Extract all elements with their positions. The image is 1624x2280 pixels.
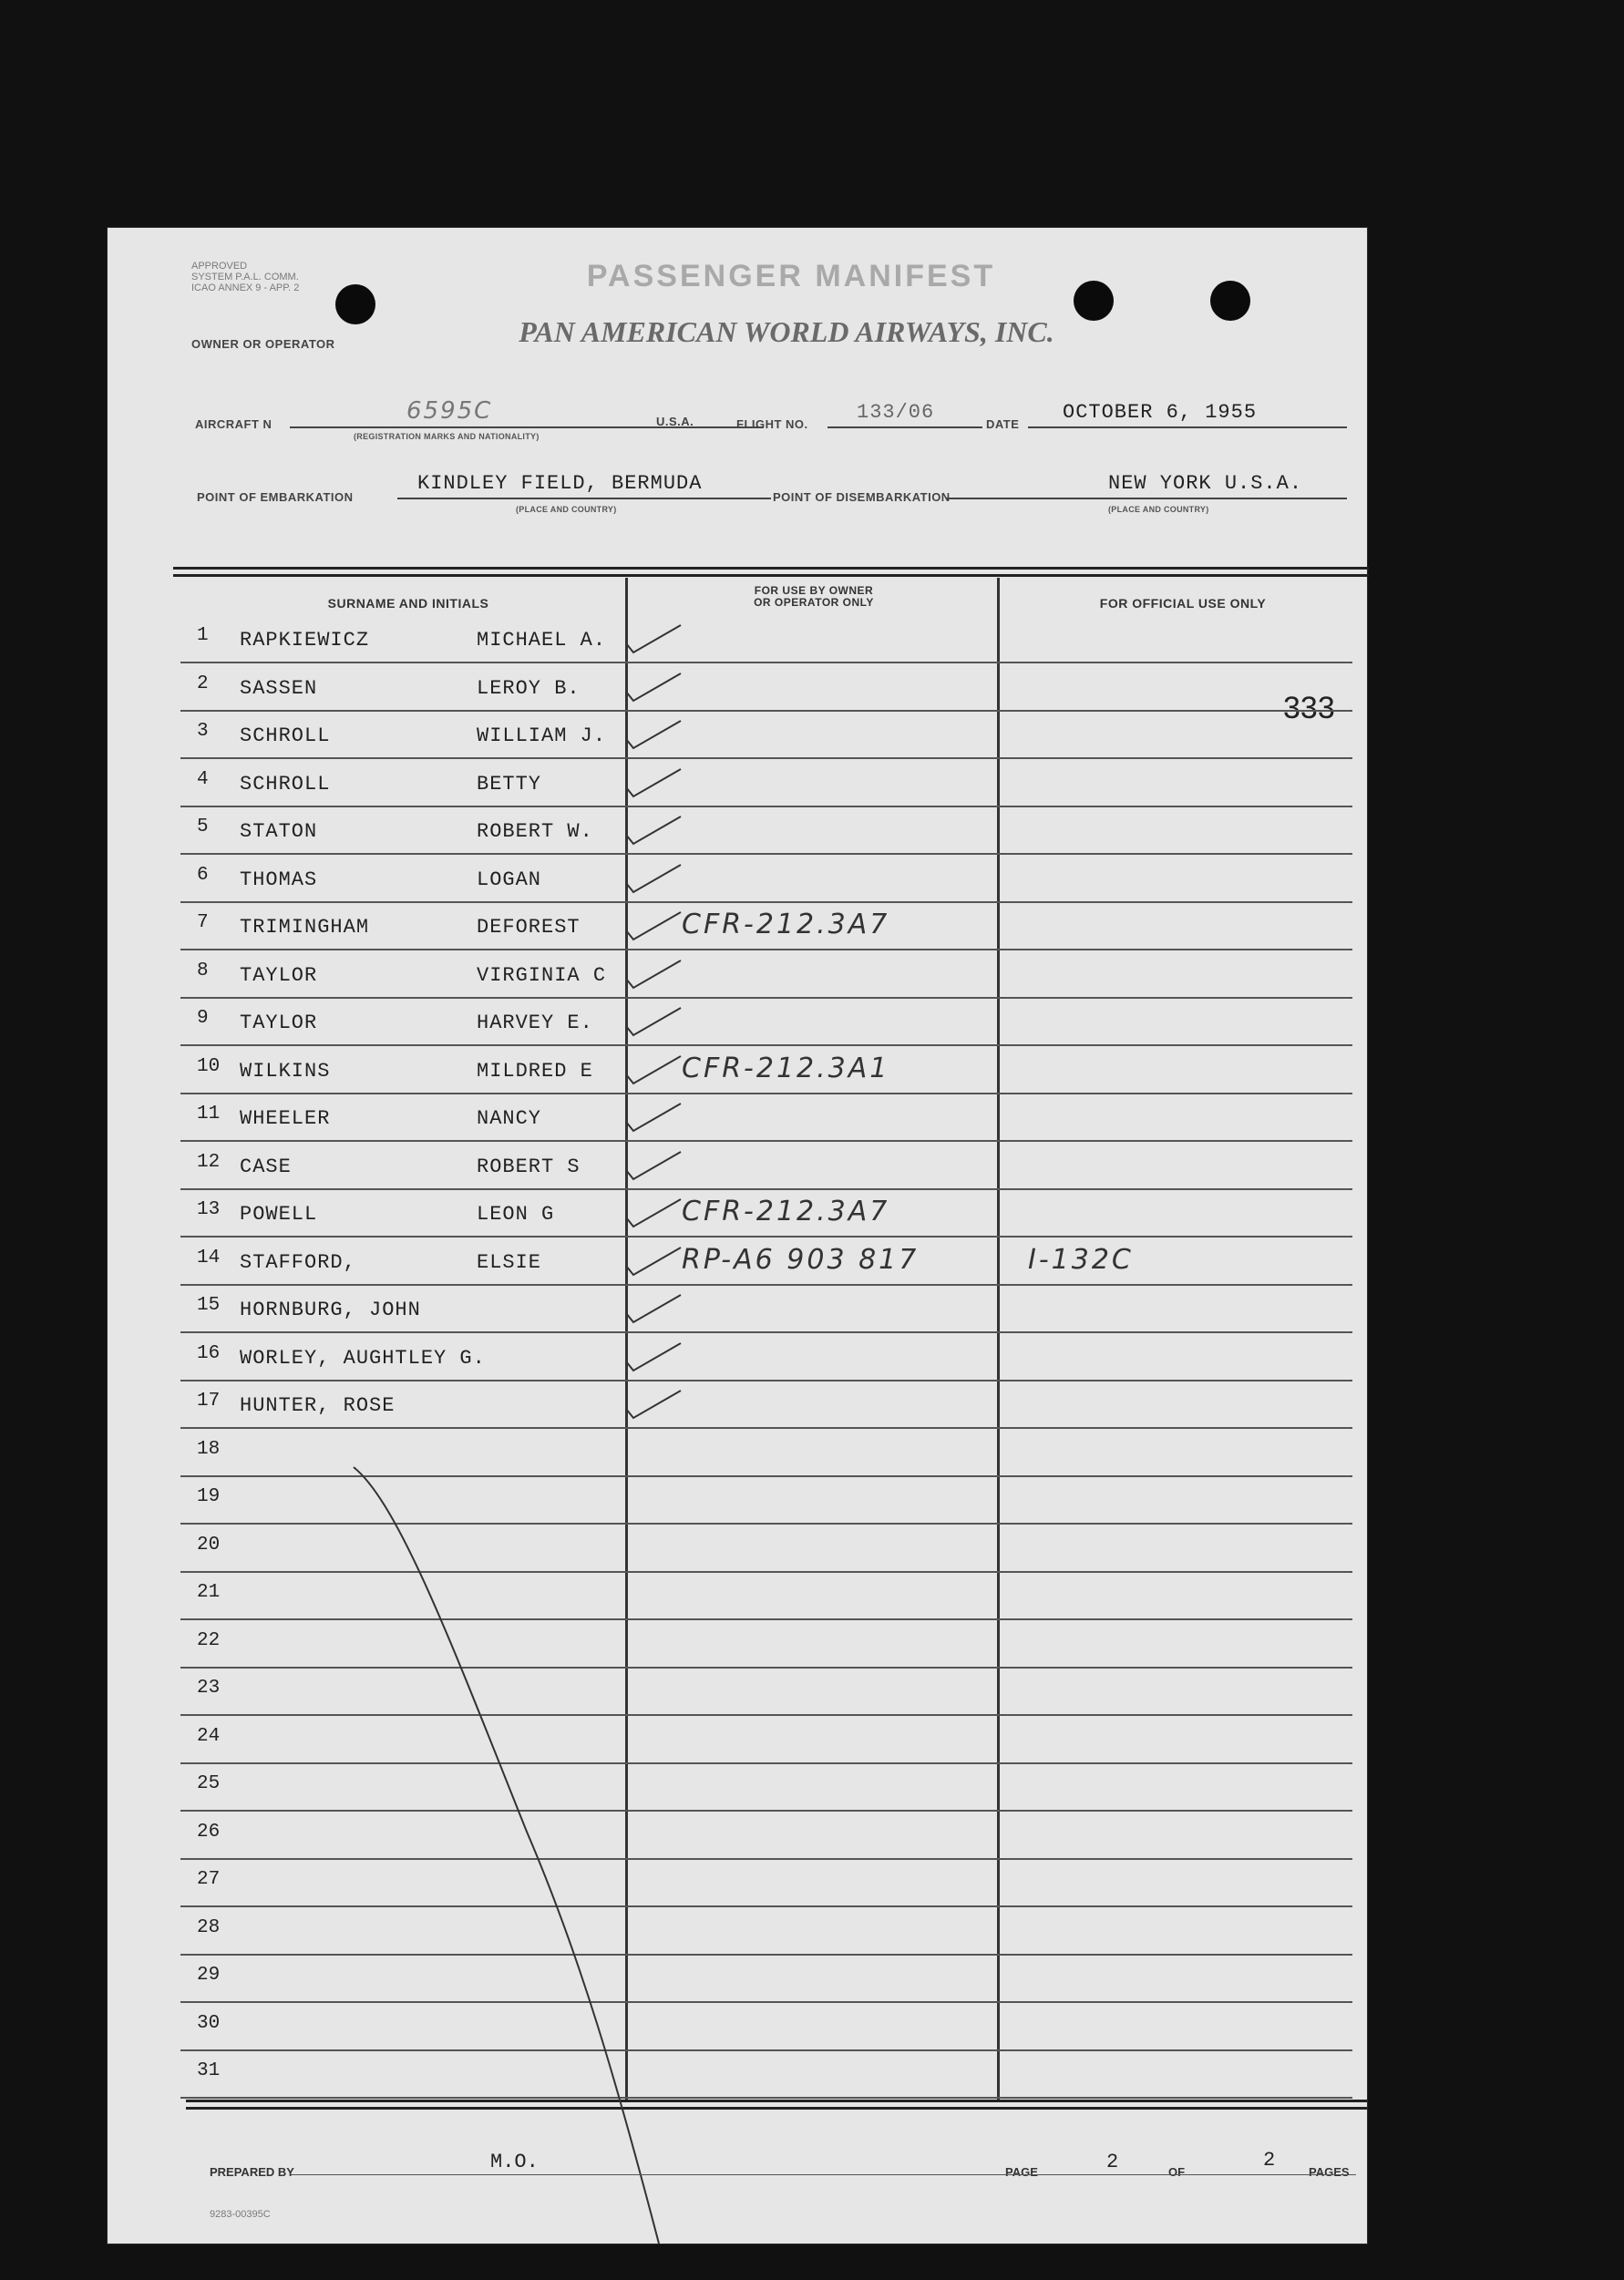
operator-note: CFR-212.3A7 xyxy=(682,909,890,940)
passenger-given-name: BETTY xyxy=(477,772,542,796)
pages-label: PAGES xyxy=(1309,2165,1350,2179)
passenger-given-name: HARVEY E. xyxy=(477,1012,593,1034)
row-number: 9 xyxy=(197,1008,209,1029)
disembarkation-label: POINT OF DISEMBARKATION xyxy=(773,490,951,504)
row-number: 29 xyxy=(197,1965,221,1986)
disembarkation-value: NEW YORK U.S.A. xyxy=(1108,472,1303,495)
official-note: I-132C xyxy=(1028,1243,1134,1276)
passenger-surname: SASSEN xyxy=(240,676,318,700)
passenger-surname: TAYLOR xyxy=(240,1012,318,1034)
row-number: 15 xyxy=(197,1295,221,1316)
total-pages: 2 xyxy=(1263,2149,1276,2172)
passenger-surname: WORLEY, AUGHTLEY G. xyxy=(240,1346,486,1370)
passenger-surname: HUNTER, ROSE xyxy=(240,1394,396,1417)
passenger-surname: POWELL xyxy=(240,1203,318,1226)
aircraft-value: 6595C xyxy=(406,397,493,425)
row-number: 4 xyxy=(197,768,209,790)
date-label: DATE xyxy=(986,417,1020,431)
row-number: 25 xyxy=(197,1773,221,1794)
column-header-official: FOR OFFICIAL USE ONLY xyxy=(1099,596,1267,611)
passenger-given-name: MICHAEL A. xyxy=(477,629,607,652)
date-value: OCTOBER 6, 1955 xyxy=(1063,401,1258,424)
passenger-surname: STATON xyxy=(240,820,318,843)
row-number: 28 xyxy=(197,1916,221,1938)
aircraft-label: AIRCRAFT N xyxy=(195,417,272,431)
row-number: 22 xyxy=(197,1629,221,1651)
footer-line xyxy=(290,2174,1356,2175)
row-number: 5 xyxy=(197,816,209,837)
passenger-given-name: VIRGINIA C xyxy=(477,963,607,987)
row-number: 13 xyxy=(197,1199,221,1220)
passenger-surname: STAFFORD, xyxy=(240,1250,356,1274)
operator-name: PAN AMERICAN WORLD AIRWAYS, INC. xyxy=(519,315,1054,348)
owner-label: OWNER OR OPERATOR xyxy=(191,337,335,351)
prepared-by-value: M.O. xyxy=(490,2151,539,2173)
embarkation-label: POINT OF EMBARKATION xyxy=(197,490,354,504)
row-number: 12 xyxy=(197,1151,221,1173)
row-number: 19 xyxy=(197,1486,221,1507)
operator-note: CFR-212.3A1 xyxy=(682,1052,890,1084)
passenger-given-name: WILLIAM J. xyxy=(477,724,607,747)
page-label: PAGE xyxy=(1005,2165,1038,2179)
passenger-surname: WHEELER xyxy=(240,1107,331,1130)
row-number: 23 xyxy=(197,1678,221,1699)
passenger-surname: SCHROLL xyxy=(240,724,331,747)
passenger-surname: CASE xyxy=(240,1155,292,1178)
operator-note: CFR-212.3A7 xyxy=(682,1196,890,1227)
of-label: OF xyxy=(1168,2165,1186,2179)
registration-caption: (REGISTRATION MARKS AND NATIONALITY) xyxy=(354,432,540,441)
row-number: 6 xyxy=(197,864,209,886)
row-number: 30 xyxy=(197,2012,221,2034)
passenger-surname: HORNBURG, JOHN xyxy=(240,1299,421,1321)
passenger-given-name: ELSIE xyxy=(477,1250,542,1274)
row-number: 16 xyxy=(197,1342,221,1364)
passenger-given-name: ROBERT S xyxy=(477,1155,581,1178)
row-number: 27 xyxy=(197,1869,221,1890)
prepared-by-label: PREPARED BY xyxy=(210,2165,294,2179)
row-number: 17 xyxy=(197,1391,221,1412)
form-title: PASSENGER MANIFEST xyxy=(586,259,996,293)
passenger-given-name: LOGAN xyxy=(477,868,542,891)
passenger-surname: RAPKIEWICZ xyxy=(240,629,370,652)
place-caption: (PLACE AND COUNTRY) xyxy=(516,505,617,514)
passenger-surname: SCHROLL xyxy=(240,772,331,796)
flight-value: 133/06 xyxy=(857,401,935,424)
form-code: 9283-00395C xyxy=(210,2209,271,2220)
row-number: 3 xyxy=(197,721,209,742)
row-number: 2 xyxy=(197,673,209,694)
row-number: 10 xyxy=(197,1055,221,1077)
passenger-surname: WILKINS xyxy=(240,1059,331,1083)
passenger-surname: TAYLOR xyxy=(240,963,318,987)
approval-note: APPROVED SYSTEM P.A.L. COMM. ICAO ANNEX 9 - APP. 2 xyxy=(191,261,300,293)
row-number: 31 xyxy=(197,2060,221,2081)
passenger-given-name: ROBERT W. xyxy=(477,820,593,843)
embarkation-value: KINDLEY FIELD, BERMUDA xyxy=(417,472,703,495)
passenger-given-name: LEON G xyxy=(477,1203,555,1226)
usa-label: U.S.A. xyxy=(656,415,694,428)
passenger-given-name: LEROY B. xyxy=(477,676,581,700)
row-number: 8 xyxy=(197,960,209,981)
passenger-given-name: NANCY xyxy=(477,1107,542,1130)
row-number: 1 xyxy=(197,625,209,646)
column-header-owner: FOR USE BY OWNER OR OPERATOR ONLY xyxy=(754,584,874,609)
row-number: 7 xyxy=(197,912,209,933)
page-number: 2 xyxy=(1106,2151,1119,2173)
row-number: 26 xyxy=(197,1821,221,1843)
operator-note: RP-A6 903 817 xyxy=(682,1243,920,1276)
row-number: 18 xyxy=(197,1438,221,1460)
pen-stroke xyxy=(108,228,1367,2244)
row-number: 21 xyxy=(197,1582,221,1603)
row-number: 20 xyxy=(197,1534,221,1556)
place-caption: (PLACE AND COUNTRY) xyxy=(1108,505,1209,514)
passenger-surname: TRIMINGHAM xyxy=(240,916,370,939)
passenger-given-name: DEFOREST xyxy=(477,916,581,939)
flight-label: FLIGHT NO. xyxy=(736,417,808,431)
row-number: 24 xyxy=(197,1725,221,1747)
passenger-given-name: MILDRED E xyxy=(477,1059,593,1083)
official-stamp-number: 333 xyxy=(1283,691,1335,725)
column-header-surname: SURNAME AND INITIALS xyxy=(327,596,489,611)
manifest-page xyxy=(108,228,1367,2244)
row-number: 11 xyxy=(197,1104,221,1125)
passenger-surname: THOMAS xyxy=(240,868,318,891)
row-number: 14 xyxy=(197,1247,221,1268)
